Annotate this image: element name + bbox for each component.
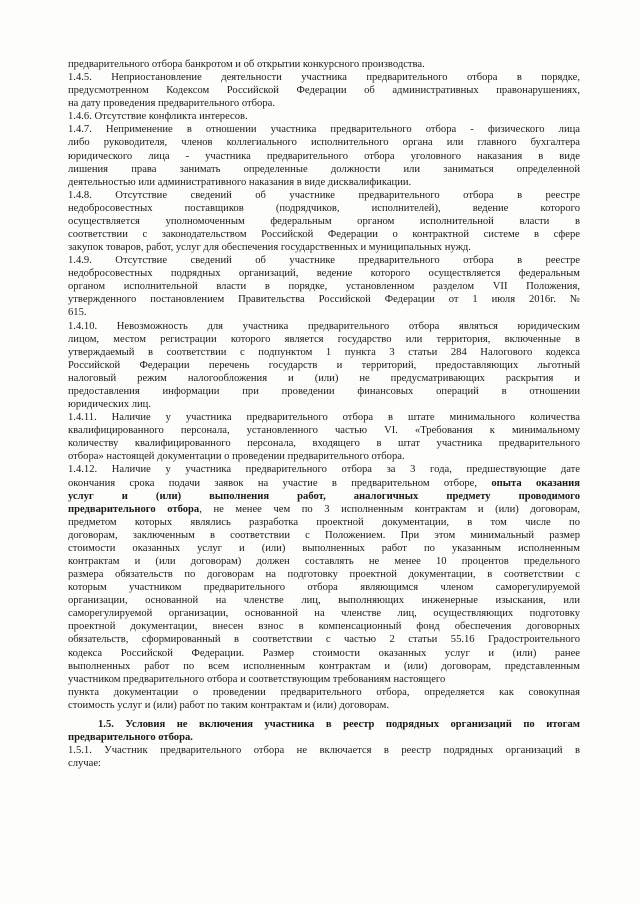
text-line (68, 280, 580, 293)
line-text: деятельностью или административного наказания в виде дисквалификации. (68, 176, 412, 188)
text-line (68, 529, 580, 542)
bold-fragment: услуг и (или) выполнения работ, аналогичных предмету проводимого (68, 490, 580, 502)
text-line (68, 542, 580, 555)
line-text: закупок товаров, работ, услуг для обеспечения государственных и муниципальных нужд. (68, 242, 471, 254)
line-text: количеству квалифицированного персонала, входящего в штат участника предварительного (68, 438, 580, 450)
line-text: проектной документации, внесен взнос в компенсационный фонд обеспечения договорных (68, 621, 580, 633)
text-line (68, 215, 580, 228)
text-line (68, 594, 580, 607)
line-text: недобросовестных поставщиков (подрядчиков, исполнителей), ведение которого (68, 202, 580, 214)
line-text: утверждаемый в соответствии с подпунктом 1 пункта 3 статьи 284 Налогового кодекса (68, 346, 580, 358)
text-line (68, 607, 580, 620)
text-line (68, 385, 580, 398)
text-line (68, 71, 580, 84)
text-line (68, 150, 580, 163)
line-text: отбора» настоящей документации о проведении предварительного отбора. (68, 451, 405, 463)
line-text: на дату проведения предварительного отбора. (68, 98, 276, 110)
text-line (68, 346, 580, 359)
text-line (68, 424, 580, 437)
text-line (68, 437, 580, 450)
text-line (68, 477, 580, 490)
text-line (68, 176, 580, 189)
text-line (68, 163, 580, 176)
bold-fragment: предварительного отбора (68, 503, 200, 515)
line-text: выполненных работ по всем исполненным контрактам и (или) договорам, представленным (68, 660, 580, 672)
text-line (68, 660, 580, 673)
line-text: утвержденного постановлением Правительства Российской Федерации от 1 июля 2016г. № (68, 294, 580, 306)
text-line (68, 84, 580, 97)
text-line (68, 97, 580, 110)
line-text: Российской Федерации перечень государств и территорий, предоставляющих льготный (68, 359, 580, 371)
line-text: случае: (68, 758, 101, 770)
text-line (68, 490, 580, 503)
text-line (68, 555, 580, 568)
line-text: либо руководителя, членов коллегиального исполнительного органа или главного бухгалтера (68, 137, 580, 149)
text-line (68, 686, 580, 699)
text-line (68, 306, 580, 319)
line-text: обязательств, сформированный в соответствии с частью 2 статьи 55.16 Градостроительного (68, 634, 580, 646)
line-text: которым участником предварительного отбора являющимся членом саморегулируемой (68, 582, 580, 594)
line-text: кодекса Российской Федерации. Размер стоимости оказанных услуг и (или) ранее (68, 647, 580, 659)
text-line (68, 673, 580, 686)
text-line (68, 123, 580, 136)
text-line (68, 58, 580, 71)
line-text: размера обязательств по договорам на подготовку проектной документации, в соответствии с (68, 569, 580, 581)
text-line (68, 757, 580, 770)
text-line (68, 699, 580, 712)
text-line (68, 581, 580, 594)
line-text: квалифицированного персонала, установленного частью VI. «Требования к минимальному (68, 425, 580, 437)
line-text: предметом которых являлись разработка проектной документации, в том числе по (68, 516, 580, 528)
line-text: пункта документации о проведении предварительного отбора, определяется как совокупная (68, 686, 580, 698)
text-line (68, 372, 580, 385)
line-text: 1.4.8. Отсутствие сведений об участнике предварительного отбора в реестре (68, 189, 580, 201)
line-text: 1.4.12. Наличие у участника предварительного отбора за 3 года, предшествующие дате (68, 464, 580, 476)
line-text: стоимость услуг и (или) работ по таким контрактам и (или) договорам. (68, 699, 389, 711)
text-line (68, 189, 580, 202)
line-text: организации, основанной на членстве лиц, выполняющих инженерные изыскания, или (68, 595, 580, 607)
line-text: юридического лица - участника предварительного отбора уголовного наказания в виде (68, 150, 580, 162)
line-text: участником предварительного отбора и соответствующим требованиям настоящего (68, 673, 446, 685)
text-line (68, 254, 580, 267)
bold-fragment: опыта оказания (491, 477, 580, 489)
line-text: лицом, местом регистрации которого является государство или территория, включенные в (68, 333, 580, 345)
text-line (68, 333, 580, 346)
text-line (68, 516, 580, 529)
text-line (68, 359, 580, 372)
line-text: контрактам и (или договорам) должен составлять не менее 10 процентов предельного (68, 555, 580, 567)
line-text: налоговый режим налогообложения и (или) не предусматривающих раскрытия и (68, 372, 580, 384)
line-text: 1.4.7. Неприменение в отношении участника предварительного отбора - физического лица (68, 124, 580, 136)
line-text: 615. (68, 307, 87, 319)
line-text: 1.4.9. Отсутствие сведений об участнике предварительного отбора в реестре (68, 255, 580, 267)
text-line (68, 202, 580, 215)
line-text: соответствии с законодательством Российской Федерации о контрактной системе в сфере (68, 229, 580, 241)
line-text: предоставления информации при проведении финансовых операций в отношении (68, 385, 580, 397)
text-line (68, 503, 580, 516)
text-line (68, 411, 580, 424)
text-line (68, 320, 580, 333)
line-text: договорам, заключенным в соответствии с Положением. При этом минимальный размер (68, 529, 580, 541)
text-line (68, 744, 580, 757)
line-text: саморегулируемой организации, основанной на членстве лиц, осуществляющих подготовку (68, 608, 580, 620)
line-text: 1.4.5. Неприостановление деятельности участника предварительного отбора в порядке, (68, 72, 580, 84)
text-line (68, 241, 580, 254)
line-text: предварительного отбора банкротом и об открытии конкурсного производства. (68, 59, 425, 70)
text-line (68, 620, 580, 633)
line-text: органом исполнительной власти в порядке, установленном разделом VII Положения, (68, 281, 580, 293)
section-heading-cont: предварительного отбора. (68, 731, 193, 743)
text-line (68, 110, 580, 123)
line-text: , не менее чем по 3 исполненным контрактам и (или) договорам, (199, 503, 580, 515)
text-line (68, 463, 580, 476)
text-line (68, 228, 580, 241)
line-text: 1.4.10. Невозможность для участника предварительного отбора являться юридическим (68, 320, 580, 332)
line-text: юридических лиц. (68, 399, 151, 411)
text-line (68, 267, 580, 280)
section-heading: 1.5. Условия не включения участника в реестр подрядных организаций по итогам (98, 718, 580, 730)
line-text: осуществляется уполномоченным федеральным органом исполнительной власти в (68, 215, 580, 227)
line-text: 1.5.1. Участник предварительного отбора не включается в реестр подрядных организаций в (68, 745, 580, 757)
text-line (68, 568, 580, 581)
line-text: недобросовестных подрядных организаций, ведение которого осуществляется федеральным (68, 268, 580, 280)
line-text: 1.4.11. Наличие у участника предварительного отбора в штате минимального количества (68, 412, 580, 424)
text-line (68, 647, 580, 660)
text-line (68, 136, 580, 149)
line-text: окончания срока подачи заявок на участие в предварительном отборе, (68, 477, 492, 489)
text-line (68, 633, 580, 646)
text-line (68, 450, 580, 463)
text-line (68, 398, 580, 411)
text-line (68, 293, 580, 306)
line-text: 1.4.6. Отсутствие конфликта интересов. (68, 111, 248, 123)
line-text: лишения права занимать определенные должности или заниматься определенной (68, 163, 580, 175)
document-body (68, 58, 580, 770)
line-text: предусмотренном Кодексом Российской Федерации об административных правонарушениях, (68, 85, 580, 97)
line-text: стоимости оказанных услуг и (или) выполненных работ по указанным исполненным (68, 542, 580, 554)
